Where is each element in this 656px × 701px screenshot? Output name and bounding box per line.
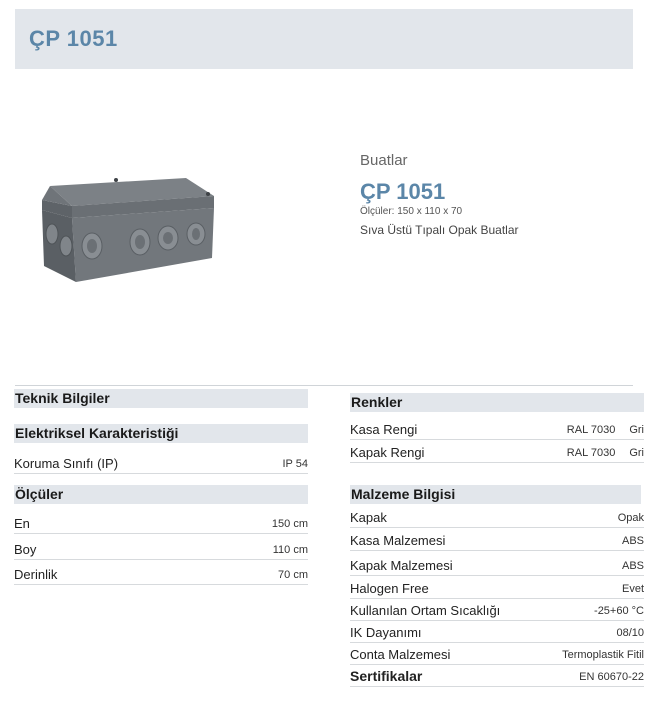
product-dimensions: Ölçüler: 150 x 110 x 70 bbox=[360, 206, 463, 217]
spec-value: Opak bbox=[617, 512, 644, 524]
spec-label: Halogen Free bbox=[350, 581, 429, 596]
spec-row-en bbox=[14, 510, 308, 534]
color-name: Gri bbox=[629, 447, 644, 459]
spec-label: Kapak Rengi bbox=[350, 445, 425, 460]
renkler-header: Renkler bbox=[350, 393, 644, 412]
spec-value: 08/10 bbox=[616, 627, 644, 639]
ral-code: RAL 7030 bbox=[566, 447, 616, 459]
material-row-halogen bbox=[350, 576, 644, 599]
product-description: Sıva Üstü Tıpalı Opak Buatlar bbox=[360, 223, 519, 237]
material-row-sertifikalar bbox=[350, 665, 644, 687]
material-row-kapak-malzemesi bbox=[350, 551, 644, 576]
spec-row-boy bbox=[14, 535, 308, 560]
spec-row-derinlik bbox=[14, 561, 308, 585]
spec-label: IK Dayanımı bbox=[350, 625, 422, 640]
material-row-conta bbox=[350, 643, 644, 665]
page-title: ÇP 1051 bbox=[29, 26, 118, 51]
spec-label: Boy bbox=[14, 542, 37, 557]
material-row-ik bbox=[350, 621, 644, 643]
product-code: ÇP 1051 bbox=[360, 179, 446, 204]
spec-label: En bbox=[14, 516, 30, 531]
divider bbox=[15, 385, 633, 386]
olculer-header: Ölçüler bbox=[14, 485, 308, 504]
spec-value bbox=[567, 447, 644, 459]
spec-value: -25+60 °C bbox=[594, 605, 644, 617]
teknik-bilgiler-header: Teknik Bilgiler bbox=[14, 389, 308, 408]
material-row-kapak bbox=[350, 507, 644, 528]
spec-label: Kapak bbox=[350, 510, 387, 525]
spec-value: EN 60670-22 bbox=[579, 671, 644, 683]
material-row-sicaklik bbox=[350, 599, 644, 621]
spec-row-koruma bbox=[14, 451, 308, 474]
spec-label: Kasa Malzemesi bbox=[350, 533, 446, 548]
spec-value: ABS bbox=[621, 535, 644, 547]
spec-label: Kasa Rengi bbox=[350, 422, 418, 437]
spec-label: Sertifikalar bbox=[350, 668, 423, 684]
material-row-kasa-malzemesi bbox=[350, 528, 644, 551]
junction-box-image bbox=[36, 170, 222, 290]
spec-value: 150 cm bbox=[271, 518, 308, 530]
spec-value: Evet bbox=[621, 583, 644, 595]
spec-label: Kullanılan Ortam Sıcaklığı bbox=[350, 603, 501, 618]
color-name: Gri bbox=[629, 424, 644, 436]
color-row-kasa bbox=[350, 416, 644, 440]
product-category: Buatlar bbox=[360, 152, 408, 169]
spec-label: Kapak Malzemesi bbox=[350, 558, 453, 573]
spec-value bbox=[567, 424, 644, 436]
malzeme-header: Malzeme Bilgisi bbox=[350, 485, 641, 504]
spec-value: Termoplastik Fitil bbox=[562, 649, 644, 661]
spec-label: Koruma Sınıfı (IP) bbox=[14, 456, 119, 471]
product-info bbox=[360, 152, 519, 237]
spec-label: Conta Malzemesi bbox=[350, 647, 451, 662]
spec-value: IP 54 bbox=[282, 458, 308, 470]
ral-code: RAL 7030 bbox=[566, 424, 616, 436]
header-band bbox=[15, 9, 633, 69]
spec-label: Derinlik bbox=[14, 567, 58, 582]
spec-value: 110 cm bbox=[272, 544, 308, 556]
spec-value: 70 cm bbox=[278, 569, 308, 581]
elektriksel-header: Elektriksel Karakteristiği bbox=[14, 424, 308, 443]
color-row-kapak bbox=[350, 440, 644, 463]
spec-value: ABS bbox=[621, 560, 644, 572]
